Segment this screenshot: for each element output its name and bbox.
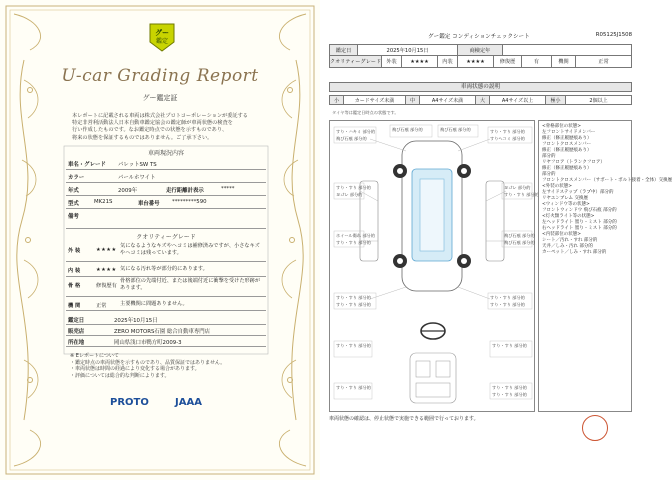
scale-key: 大 xyxy=(476,96,490,104)
diagram-label: ヨゴレ 部分的 xyxy=(336,192,363,197)
chassis-label: 車台番号 xyxy=(138,201,160,207)
damage-size-scale xyxy=(329,95,632,105)
scale-key: 小 xyxy=(330,96,344,104)
diagram-label: すり・すり 部分的 xyxy=(490,295,525,300)
grading-certificate xyxy=(0,0,320,480)
detail-line: 修正（修正履歴痕あり） xyxy=(542,136,592,141)
detail-line: フロントクロスメンバー（サポート・ボルト接着・全体）交換歴 xyxy=(542,178,672,183)
grade-description: 気になるようなキズやヘコミは補修済みですが、小さなキズやヘコミは残っています。 xyxy=(120,243,260,256)
grade-stars: 正常 xyxy=(96,303,107,309)
appraisal-date-value: 2025年10月15日 xyxy=(114,318,158,324)
interior-label: 内装 xyxy=(438,56,458,67)
certificate-intro xyxy=(72,113,262,142)
diagram-label: すり・すり 部分的 xyxy=(490,129,525,134)
note-line: ※ Eレポートについて xyxy=(70,353,119,359)
detail-line: 左サイドステップ（ラプ中）部分的 xyxy=(542,190,614,195)
detail-line: 修正（修正履歴痕あり） xyxy=(542,148,592,153)
condition-detail-list xyxy=(538,120,672,412)
shop-row xyxy=(66,325,266,336)
grade-description: 骨格部位の先端付近、または後端付近に衝撃を受けた形跡があります。 xyxy=(120,278,261,291)
report-brand-title: U-car Grading Report xyxy=(61,66,259,86)
appraiser-seal xyxy=(582,415,608,441)
quality-grade-label: クオリティーグレード xyxy=(330,56,382,67)
scale-value: カードサイズ未満 xyxy=(344,96,406,104)
grade-label: 機 関 xyxy=(68,303,81,309)
shop-label: 販売店 xyxy=(68,329,85,335)
date-label: 鑑定日 xyxy=(330,45,358,55)
grade-label: 内 装 xyxy=(68,268,81,274)
vehicle-model-label: 型式 xyxy=(68,201,79,207)
vehicle-note-row xyxy=(66,209,266,229)
detail-line: <骨格部位の状態> xyxy=(542,124,582,129)
grade-label: 外 装 xyxy=(68,248,81,254)
grade-section-title: クオリティーグレード xyxy=(136,234,196,241)
detail-line: シート／汚れ・すれ 部分的 xyxy=(542,238,598,243)
intro-line: 将来の状態を保証するものではありません。ご了承下さい。 xyxy=(72,134,213,141)
date-value: 2025年10月15日 xyxy=(358,45,458,55)
diagram-label: すり・すり 部分的 xyxy=(336,295,371,300)
grade-description: 主要機関に問題ありません。 xyxy=(120,301,188,307)
diagram-label: すり・すり 部分的 xyxy=(336,302,371,307)
diagram-label: すり・すり 部分的 xyxy=(336,185,371,190)
intro-line: 本レポートに記載される車両は株式会社プロトコーポレーションが委託する xyxy=(72,113,248,119)
svg-text:グー: グー xyxy=(155,29,169,37)
vehicle-year-label: 年式 xyxy=(68,188,79,194)
diagram-label: すり・すり 部分的 xyxy=(504,192,539,197)
summary-grid xyxy=(329,44,632,68)
detail-line: 天井／しみ・汚れ 部分的 xyxy=(542,244,593,249)
detail-line: 左フロントサイドメンバー xyxy=(542,130,596,135)
vehicle-name-label: 車名・グレード xyxy=(68,162,106,168)
engine-value: 正常 xyxy=(598,59,609,65)
detail-line: <内装部位の状態> xyxy=(542,232,582,237)
detail-line: <外装の状態> xyxy=(542,184,573,189)
grade-row-frame xyxy=(66,277,266,297)
car-outline-drawing xyxy=(330,121,536,413)
address-value: 岡山県浅口市鴨方町2009-3 xyxy=(114,340,182,346)
certificate-subtitle: グー鑑定証 xyxy=(142,94,178,102)
diagram-label: すり・すり 部分的 xyxy=(492,385,527,390)
mileage-value: ***** xyxy=(221,186,235,192)
model-year-label: 商檢定年 xyxy=(458,45,503,55)
detail-line: <ウィンドウ等の状態> xyxy=(542,202,590,207)
grade-row-interior xyxy=(66,262,266,277)
detail-line: 修正（修正履歴痕あり） xyxy=(542,166,592,171)
vehicle-name-value: パレットSW TS xyxy=(118,162,157,168)
vehicle-color-label: カラー xyxy=(68,175,85,181)
exterior-stars: ★★★★ xyxy=(402,56,438,67)
scale-value: 2個以上 xyxy=(589,97,608,104)
diagram-label: 飛び石痕 部分的 xyxy=(392,127,423,132)
diagram-label: 飛び石痕 部分的 xyxy=(336,136,367,141)
logo-bar xyxy=(110,397,230,413)
grade-row-exterior xyxy=(66,242,266,262)
address-row xyxy=(66,336,266,347)
grade-stars: 修復歴有 xyxy=(96,283,117,289)
vehicle-color-value: パールホワイト xyxy=(118,175,156,181)
tire-note: タイヤ等は鑑定日時点の状態です。 xyxy=(332,110,399,115)
note-line: ・車両状態は時間の経過により変化する場合があります。 xyxy=(70,366,200,373)
diagram-label: 飛び石痕 部分的 xyxy=(504,240,535,245)
diagram-label: すり・すり 部分的 xyxy=(492,392,527,397)
diagram-label: ホイール傷れ 部分的 xyxy=(336,233,375,238)
diagram-label: すり・ハキミ 部分的 xyxy=(336,129,376,134)
model-year-value xyxy=(503,45,631,55)
vehicle-year-row xyxy=(66,183,266,196)
detail-line: リヤエンブレム 交換歴 xyxy=(542,196,588,201)
condition-check-sheet xyxy=(320,0,672,480)
detail-line: リヤフロア（トランクフロア） xyxy=(542,160,605,165)
chassis-value: *********590 xyxy=(172,199,207,205)
repair-history-label: 修復歴 xyxy=(494,56,522,67)
diagram-label: すりヘコミ 部分的 xyxy=(490,136,525,141)
shop-value: ZERO MOTORS石園 総合自動車専門店 xyxy=(114,329,211,335)
grade-stars: ★★★★ xyxy=(96,247,117,253)
appraisal-date-label: 鑑定日 xyxy=(68,318,85,324)
detail-line: 右ヘッドライト 曇り・ミスト 部分的 xyxy=(542,226,617,231)
grade-row-engine xyxy=(66,297,266,311)
diagram-label: ヨゴレ 部分的 xyxy=(504,185,531,190)
diagram-label: すり・すり 部分的 xyxy=(492,343,527,348)
vehicle-section-title: 車両現況内容 xyxy=(147,150,184,157)
goo-appraisal-badge-icon xyxy=(148,22,176,52)
scale-key: 中 xyxy=(406,96,420,104)
vehicle-damage-diagram xyxy=(329,120,539,412)
diagram-label: すり・すり 部分的 xyxy=(336,343,371,348)
vehicle-color-row xyxy=(66,170,266,183)
note-line: ・鑑定時点の車両状態を示すものであり、品質保証ではありません。 xyxy=(70,359,226,366)
intro-line: 行い作成したものです。なお鑑定時点での状態を示すものであり、 xyxy=(72,127,228,134)
scale-value: A4サイズ以上 xyxy=(490,96,546,104)
vehicle-name-row xyxy=(66,157,266,170)
detail-line: 部分的 xyxy=(542,154,556,159)
exterior-label: 外装 xyxy=(382,56,402,67)
detail-line: <灯火類ライト等の状態> xyxy=(542,214,595,219)
sheet-code: R05125J1508 xyxy=(595,32,632,38)
svg-text:鑑定: 鑑定 xyxy=(155,38,169,45)
detail-line: 左ヘッドライト 曇り・ミスト 部分的 xyxy=(542,220,617,225)
vehicle-model-row xyxy=(66,196,266,209)
sheet-title: グー鑑定 コンディションチェックシート xyxy=(428,34,530,40)
scale-value: A4サイズ未満 xyxy=(420,96,476,104)
certificate-notes xyxy=(70,353,260,379)
summary-row-date xyxy=(330,45,631,56)
detail-line: フロントクロスメンバー xyxy=(542,142,592,147)
vehicle-year-value: 2009年 xyxy=(118,188,138,194)
scale-key: 極小 xyxy=(546,96,566,104)
grade-description: 気になる汚れ等が部分的にあります。 xyxy=(120,266,208,272)
diagram-label: すり・すり 部分的 xyxy=(336,385,371,390)
vehicle-model-value: MK21S xyxy=(94,199,113,205)
jaaa-logo: JAAA xyxy=(175,397,202,408)
note-line: ・評価については総合的な判断によります。 xyxy=(70,372,170,379)
grade-stars: ★★★★ xyxy=(96,267,117,273)
diagram-label: すり・すり 部分的 xyxy=(490,302,525,307)
detail-line: 部分的 xyxy=(542,172,556,177)
grade-label: 骨 格 xyxy=(68,283,81,289)
sheet-bottom-note: 車両状態の確認は、停止状態で実施できる範囲で行っております。 xyxy=(329,416,479,422)
diagram-label: すり・すり 部分的 xyxy=(336,240,371,245)
engine-label: 機関 xyxy=(552,56,576,67)
detail-line: カーペット／しみ・すれ 部分的 xyxy=(542,250,607,255)
proto-logo: PROTO xyxy=(110,397,149,408)
diagram-label: 飛び石痕 部分的 xyxy=(504,233,535,238)
mileage-label: 走行距離計表示 xyxy=(166,188,204,194)
repair-history-value: 有 xyxy=(522,56,552,67)
condition-description-title: 車両状態の説明 xyxy=(329,82,632,92)
summary-row-grade xyxy=(330,56,631,67)
address-label: 所在地 xyxy=(68,340,85,346)
intro-line: 特定非営利活動法人日本自動車鑑定協会の鑑定師が車両状態の検査を xyxy=(72,120,233,127)
vehicle-note-label: 備考 xyxy=(68,214,79,220)
detail-line: フロントウィンドウ 飛び石痕 部分的 xyxy=(542,208,617,213)
diagram-label: 飛び石痕 部分的 xyxy=(440,127,471,132)
appraisal-date-row xyxy=(66,314,266,325)
interior-stars: ★★★★ xyxy=(458,56,494,67)
